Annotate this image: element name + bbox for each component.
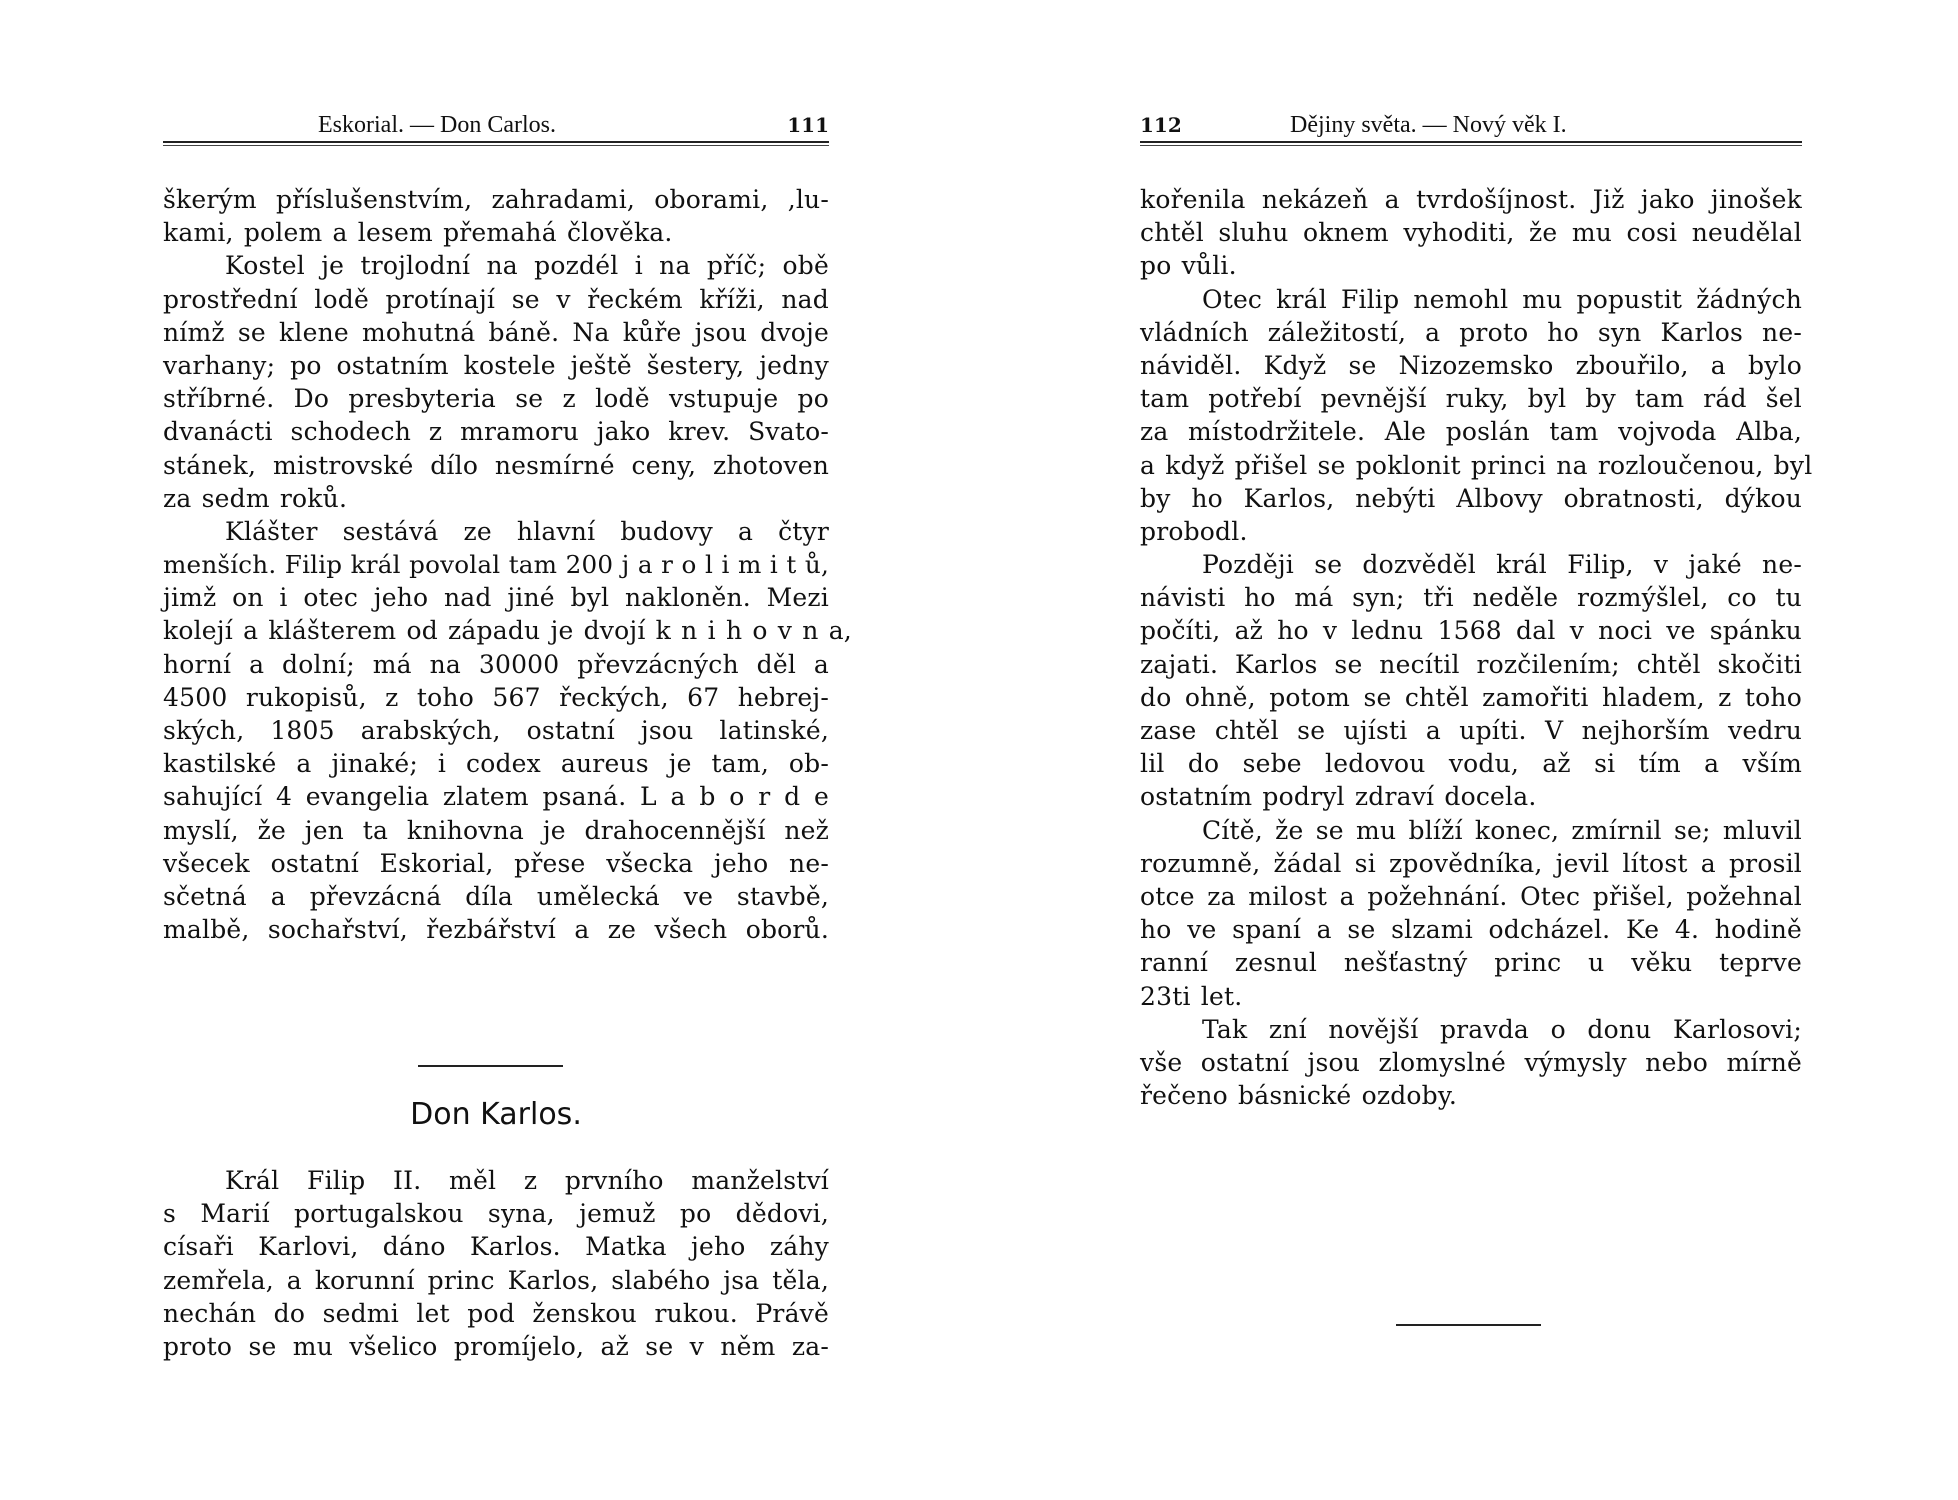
text-line: Král Filip II. měl z prvního manželství — [225, 1166, 829, 1195]
text-line: stánek, mistrovské dílo nesmírné ceny, zhotoven — [163, 450, 829, 480]
text-line: myslí, že jen ta knihovna je drahocennější než — [163, 815, 829, 845]
text-line: náviděl. Když se Nizozemsko zbouřilo, a bylo — [1140, 350, 1802, 380]
text-line: počíti, až ho v lednu 1568 dal v noci ve spánku — [1140, 616, 1802, 646]
text-line: po vůli. — [1140, 251, 1237, 281]
text-line: Kostel je trojlodní na pozdél i na příč; obě — [225, 251, 829, 281]
text-line: dvanácti schodech z mramoru jako krev. Svato- — [163, 417, 829, 447]
text-line: proto se mu všelico promíjelo, až se v něm za- — [163, 1331, 829, 1361]
body-text-after-heading — [163, 1164, 829, 1363]
text-line: 4500 rukopisů, z toho 567 řeckých, 67 hebrej- — [163, 682, 829, 712]
text-line: kami, polem a lesem přemahá člověka. — [163, 218, 673, 248]
body-text-before-heading — [163, 183, 852, 946]
text-line: návisti ho má syn; tři neděle rozmýšlel, co tu — [1140, 583, 1802, 613]
text-line: horní a dolní; má na 30000 převzácných děl a — [163, 649, 829, 679]
end-separator-rule — [1396, 1324, 1541, 1326]
section-separator-rule — [418, 1065, 563, 1067]
text-line: za místodržitele. Ale poslán tam vojvoda Alba, — [1140, 417, 1802, 447]
text-line: za sedm roků. — [163, 483, 348, 513]
text-line: s Marií portugalskou syna, jemuž po dědovi, — [163, 1199, 829, 1229]
right-page — [1140, 0, 1813, 1500]
text-line: menších. Filip král povolal tam 200 j a r o l i m i t ů, — [163, 550, 829, 580]
text-line: vše ostatní jsou zlomyslné výmysly nebo mírně — [1140, 1047, 1802, 1077]
text-line: ostatním podryl zdraví docela. — [1140, 782, 1537, 812]
text-line: sahující 4 evangelia zlatem psaná. L a b o r d e — [163, 782, 829, 812]
text-line: rozumně, žádal si zpovědníka, jevil lítost a prosil — [1140, 848, 1802, 878]
section-heading: Don Karlos. — [410, 1097, 582, 1132]
running-head — [1140, 110, 1802, 140]
text-line: probodl. — [1140, 516, 1248, 546]
text-line: by ho Karlos, nebýti Albovy obratnosti, dýkou — [1140, 483, 1802, 513]
text-line: škerým příslušenstvím, zahradami, oborami, ,lu- — [163, 185, 829, 214]
text-line: prostřední lodě protínají se v řeckém kříži, nad — [163, 284, 829, 314]
text-line: a když přišel se poklonit princi na rozloučenou, byl — [1140, 450, 1813, 480]
text-line: kořenila nekázeň a tvrdošíjnost. Již jako jinošek — [1140, 185, 1802, 214]
text-line: stříbrné. Do presbyteria se z lodě vstupuje po — [163, 384, 829, 414]
text-line: varhany; po ostatním kostele ještě šestery, jedny — [163, 350, 829, 380]
text-line: nímž se klene mohutná báně. Na kůře jsou dvoje — [163, 317, 829, 347]
text-line: císaři Karlovi, dáno Karlos. Matka jeho záhy — [163, 1232, 829, 1262]
text-line: zajati. Karlos se necítil rozčilením; chtěl skočiti — [1140, 649, 1802, 679]
text-line: do ohně, potom se chtěl zamořiti hladem, z toho — [1140, 682, 1802, 712]
header-double-rule — [1140, 141, 1802, 148]
text-line: chtěl sluhu oknem vyhoditi, že mu cosi neudělal — [1140, 218, 1802, 248]
body-text — [1140, 183, 1813, 1112]
left-page — [163, 0, 852, 1500]
page-number: 112 — [1140, 113, 1182, 137]
text-line: Cítě, že se mu blíží konec, zmírnil se; mluvil — [1202, 815, 1802, 845]
text-line: řečeno básnické ozdoby. — [1140, 1081, 1457, 1111]
text-line: Později se dozvěděl král Filip, v jaké ne- — [1202, 550, 1802, 580]
page-number: 111 — [787, 113, 829, 137]
text-line: zemřela, a korunní princ Karlos, slabého jsa těla, — [163, 1265, 829, 1295]
text-line: ranní zesnul nešťastný princ u věku teprve — [1140, 948, 1802, 978]
running-head-title: Eskorial. — Don Carlos. — [318, 112, 556, 138]
text-line: jimž on i otec jeho nad jiné byl nakloněn. Mezi — [163, 583, 829, 613]
text-line: kastilské a jinaké; i codex aureus je tam, ob- — [163, 749, 829, 779]
running-head — [163, 110, 829, 140]
text-line: Klášter sestává ze hlavní budovy a čtyr — [225, 516, 829, 546]
text-line: malbě, sochařství, řezbářství a ze všech oborů. — [163, 915, 829, 945]
text-line: Tak zní novější pravda o donu Karlosovi; — [1202, 1014, 1802, 1044]
text-line: tam potřebí pevnější ruky, byl by tam rád šel — [1140, 384, 1802, 414]
text-line: 23ti let. — [1140, 981, 1243, 1011]
text-line: vládních záležitostí, a proto ho syn Karlos ne- — [1140, 317, 1802, 347]
text-line: otce za milost a požehnání. Otec přišel, požehnal — [1140, 881, 1802, 911]
text-line: zase chtěl se ujísti a upíti. V nejhorším vedru — [1140, 716, 1802, 745]
text-line: nechán do sedmi let pod ženskou rukou. Právě — [163, 1298, 829, 1328]
text-line: sčetná a převzácná díla umělecká ve stavbě, — [163, 881, 829, 911]
text-line: všecek ostatní Eskorial, přese všecka jeho ne- — [163, 848, 829, 878]
text-line: lil do sebe ledovou vodu, až si tím a vším — [1140, 749, 1802, 779]
text-line: ských, 1805 arabských, ostatní jsou latinské, — [163, 716, 829, 745]
text-line: kolejí a klášterem od západu je dvojí k n i h o v n a, — [163, 616, 852, 646]
text-line: Otec král Filip nemohl mu popustit žádných — [1202, 284, 1802, 314]
header-double-rule — [163, 141, 829, 148]
running-head-title: Dějiny světa. — Nový věk I. — [1290, 112, 1567, 138]
text-line: ho ve spaní a se slzami odcházel. Ke 4. hodině — [1140, 915, 1802, 945]
